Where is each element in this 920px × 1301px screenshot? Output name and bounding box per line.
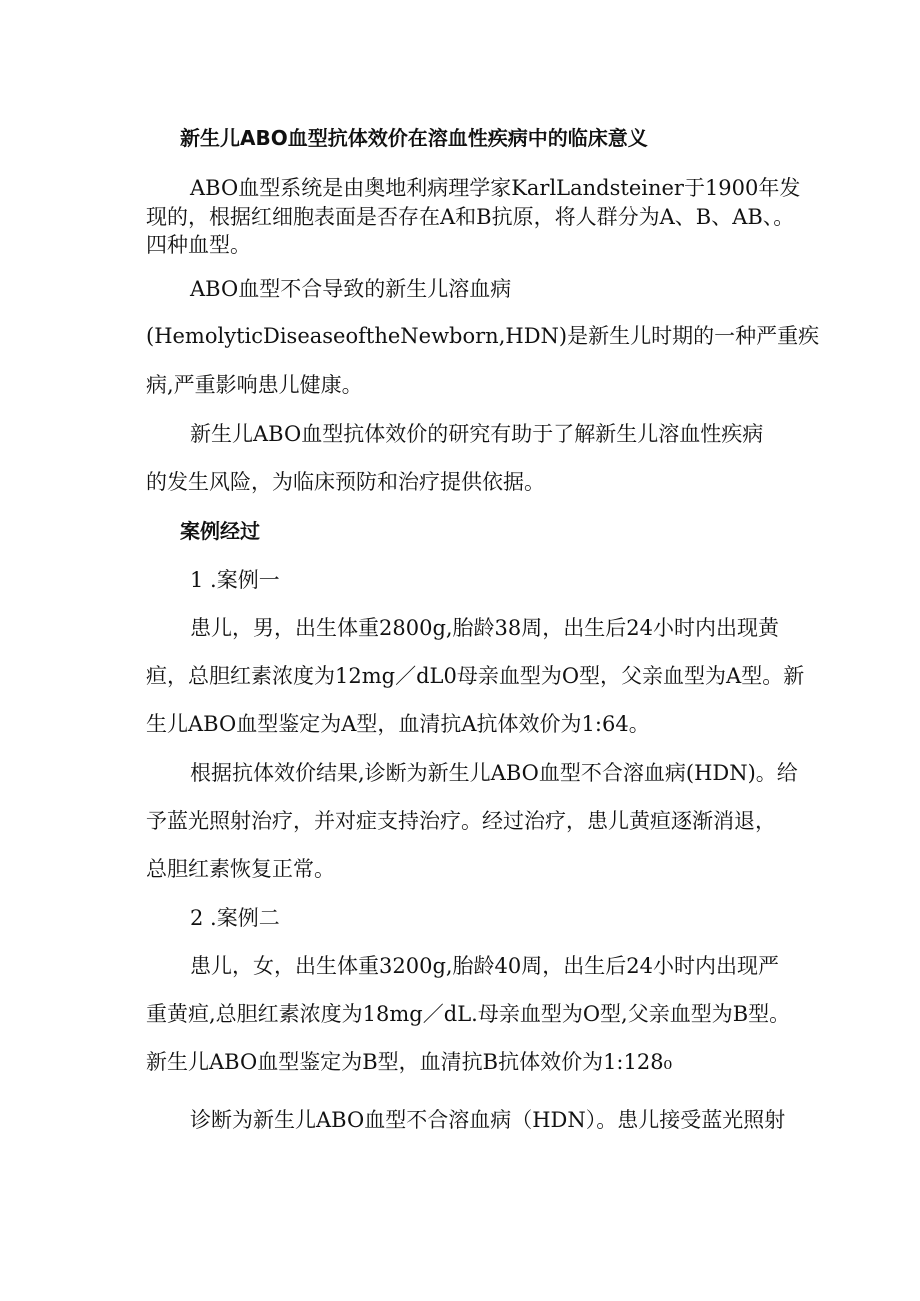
intro-p3-line2: 的发生风险，为临床预防和治疗提供依据。	[146, 470, 545, 494]
case1-p2-line2: 予蓝光照射治疗，并对症支持治疗。经过治疗，患儿黄疸逐渐消退，	[146, 809, 776, 833]
intro-p1-line3: 四种血型。	[146, 233, 251, 257]
case1-p1-line1: 患儿，男，出生体重2800g,胎龄38周，出生后24小时内出现黄	[190, 616, 780, 640]
case2-heading: 2 .案例二	[190, 906, 280, 930]
intro-p2-line2: (HemolyticDiseaseoftheNewborn,HDN)是新生儿时期的一种严重疾	[146, 324, 820, 348]
case2-p2-line1: 诊断为新生儿ABO血型不合溶血病（HDN）。患儿接受蓝光照射	[190, 1108, 786, 1132]
section-heading: 案例经过	[180, 519, 260, 543]
case1-p2-line1: 根据抗体效价结果,诊断为新生儿ABO血型不合溶血病(HDN)。给	[190, 761, 798, 785]
intro-p1-line1: ABO血型系统是由奥地利病理学家KarlLandsteiner于1900年发	[190, 176, 801, 200]
intro-p3-line1: 新生儿ABO血型抗体效价的研究有助于了解新生儿溶血性疾病	[190, 422, 764, 446]
case1-p2-line3: 总胆红素恢复正常。	[146, 857, 335, 881]
intro-p1-line2: 现的，根据红细胞表面是否存在A和B抗原，将人群分为A、B、AB、。	[146, 205, 795, 229]
case1-heading: 1 .案例一	[190, 568, 280, 592]
case2-p1-line3: 新生儿ABO血型鉴定为B型，血清抗B抗体效价为1:128₀	[146, 1050, 673, 1074]
case1-p1-line3: 生儿ABO血型鉴定为A型，血清抗A抗体效价为1:64。	[146, 712, 650, 736]
intro-p2-line3: 病,严重影响患儿健康。	[146, 373, 363, 397]
document-title: 新生儿ABO血型抗体效价在溶血性疾病中的临床意义	[180, 126, 648, 150]
case1-p1-line2: 疸，总胆红素浓度为12mg／dL0母亲血型为O型，父亲血型为A型。新	[146, 664, 805, 688]
intro-p2-line1: ABO血型不合导致的新生儿溶血病	[190, 277, 512, 301]
case2-p1-line2: 重黄疸,总胆红素浓度为18mg／dL.母亲血型为O型,父亲血型为B型。	[146, 1002, 791, 1026]
case2-p1-line1: 患儿，女，出生体重3200g,胎龄40周，出生后24小时内出现严	[190, 954, 780, 978]
